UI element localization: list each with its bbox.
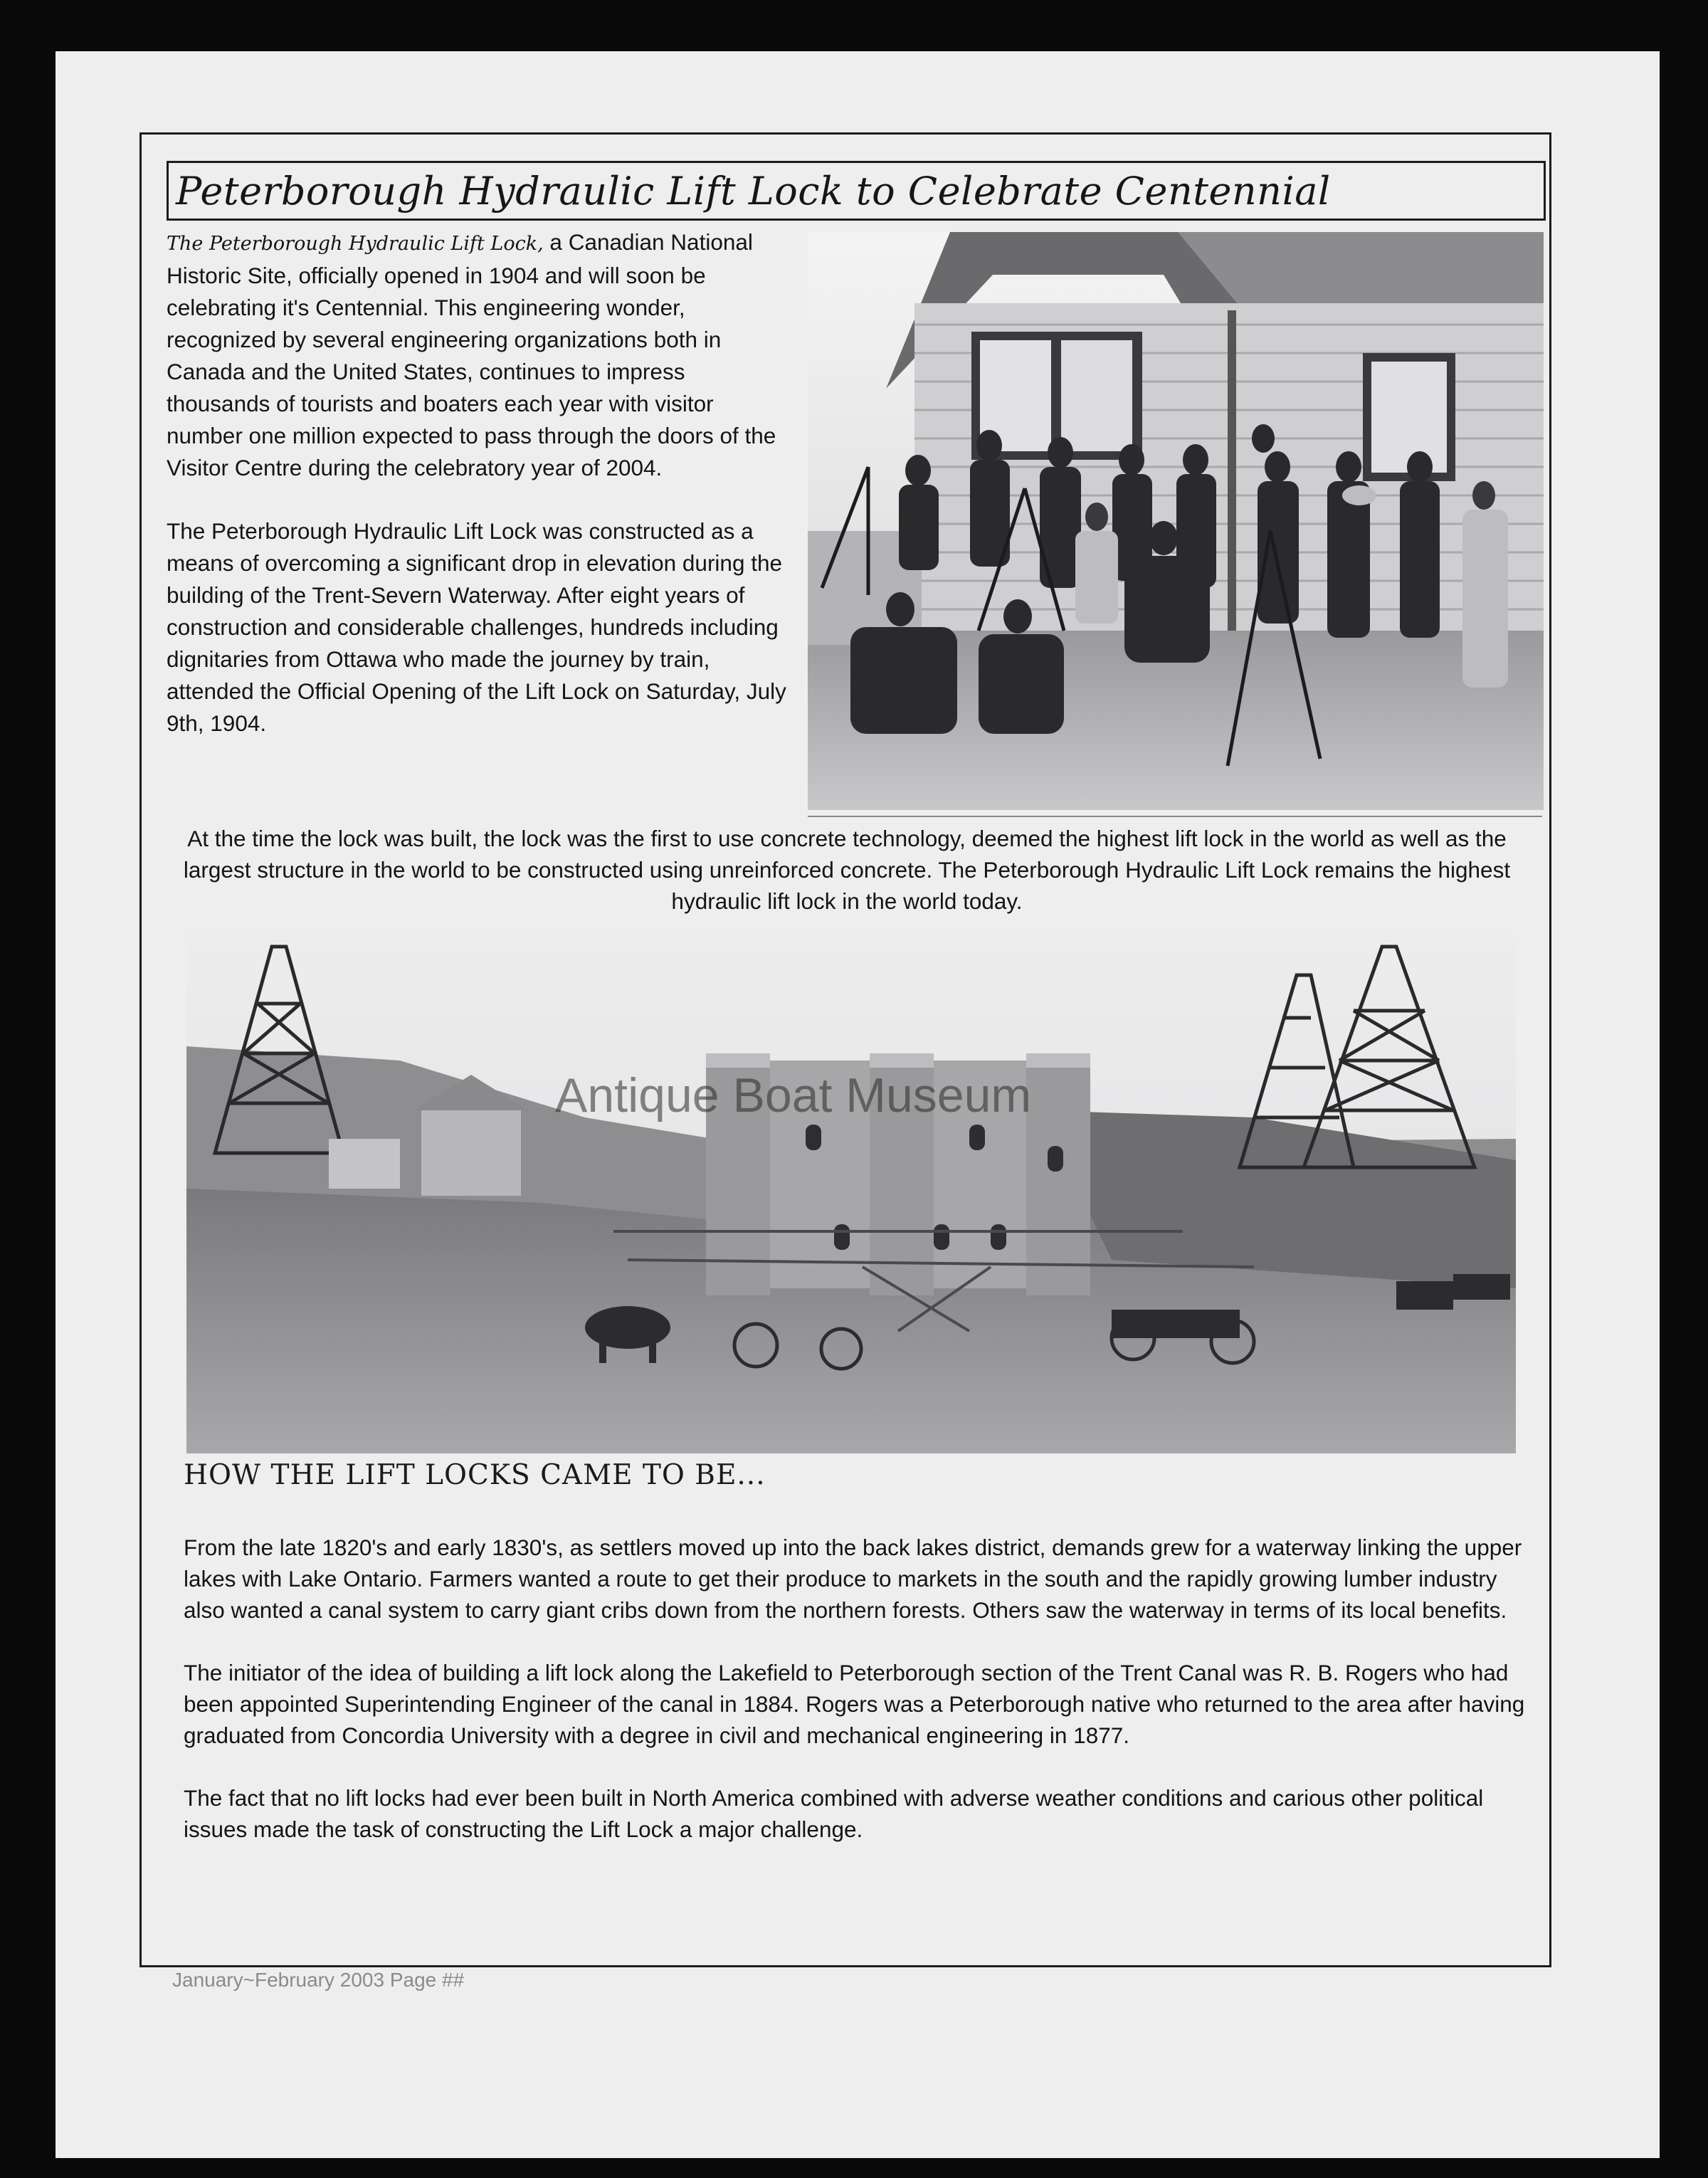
intro-lead: The Peterborough Hydraulic Lift Lock, <box>167 233 544 255</box>
title-box <box>167 161 1546 221</box>
page-footer: January~February 2003 Page ## <box>172 1969 465 1991</box>
intro-text <box>167 226 793 771</box>
section-body <box>184 1532 1536 1876</box>
page-title: Peterborough Hydraulic Lift Lock to Celebrate Centennial <box>176 168 1331 214</box>
intro-paragraph-1-rest: a Canadian National Historic Site, officially opened in 1904 and will soon be celebrating it's Centennial. This engineering wonder, recognized by several engineering organizations both in Canada and the United States, continues to impress thousands of tourists and boaters each year with visitor number one million expected to pass through the doors of the Visitor Centre during the celebratory year of 2004. <box>167 229 776 480</box>
construction-photo <box>186 932 1516 1453</box>
section-heading: HOW THE LIFT LOCKS CAME TO BE... <box>184 1459 766 1491</box>
section-paragraph-3: The fact that no lift locks had ever been built in North America combined with adverse weather conditions and carious other political issues made the task of constructing the Lift Lock a major challenge. <box>184 1785 1484 1842</box>
section-paragraph-2: The initiator of the idea of building a lift lock along the Lakefield to Peterborough section of the Trent Canal was R. B. Rogers who had been appointed Superintending Engineer of the canal in 1884. Rogers was a Peterborough native who returned to the area after having graduated from Concordia University with a degree in civil and mechanical engineering in 1877. <box>184 1660 1525 1748</box>
divider-line <box>808 816 1542 817</box>
intro-paragraph-1 <box>167 226 793 484</box>
group-photo <box>808 232 1544 810</box>
center-paragraph: At the time the lock was built, the lock was the first to use concrete technology, deemed the highest lift lock in the world as well as the largest structure in the world to be constructed using unreinforced concrete. The Peterborough Hydraulic Lift Lock remains the highest hydraulic lift lock in the world today. <box>183 826 1511 914</box>
intro-paragraph-2: The Peterborough Hydraulic Lift Lock was constructed as a means of overcoming a significant drop in elevation during the building of the Trent-Severn Waterway. After eight years of construction and considerable challenges, hundreds including dignitaries from Ottawa who made the journey by train, attended the Official Opening of the Lift Lock on Saturday, July 9th, 1904. <box>167 518 786 736</box>
watermark: Antique Boat Museum <box>555 1068 1032 1122</box>
section-paragraph-1: From the late 1820's and early 1830's, as settlers moved up into the back lakes district, demands grew for a waterway linking the upper lakes with Lake Ontario. Farmers wanted a route to get their produce to markets in the south and the rapidly growing lumber industry also wanted a canal system to carry giant cribs down from the northern forests. Others saw the waterway in terms of its local benefits. <box>184 1535 1522 1623</box>
